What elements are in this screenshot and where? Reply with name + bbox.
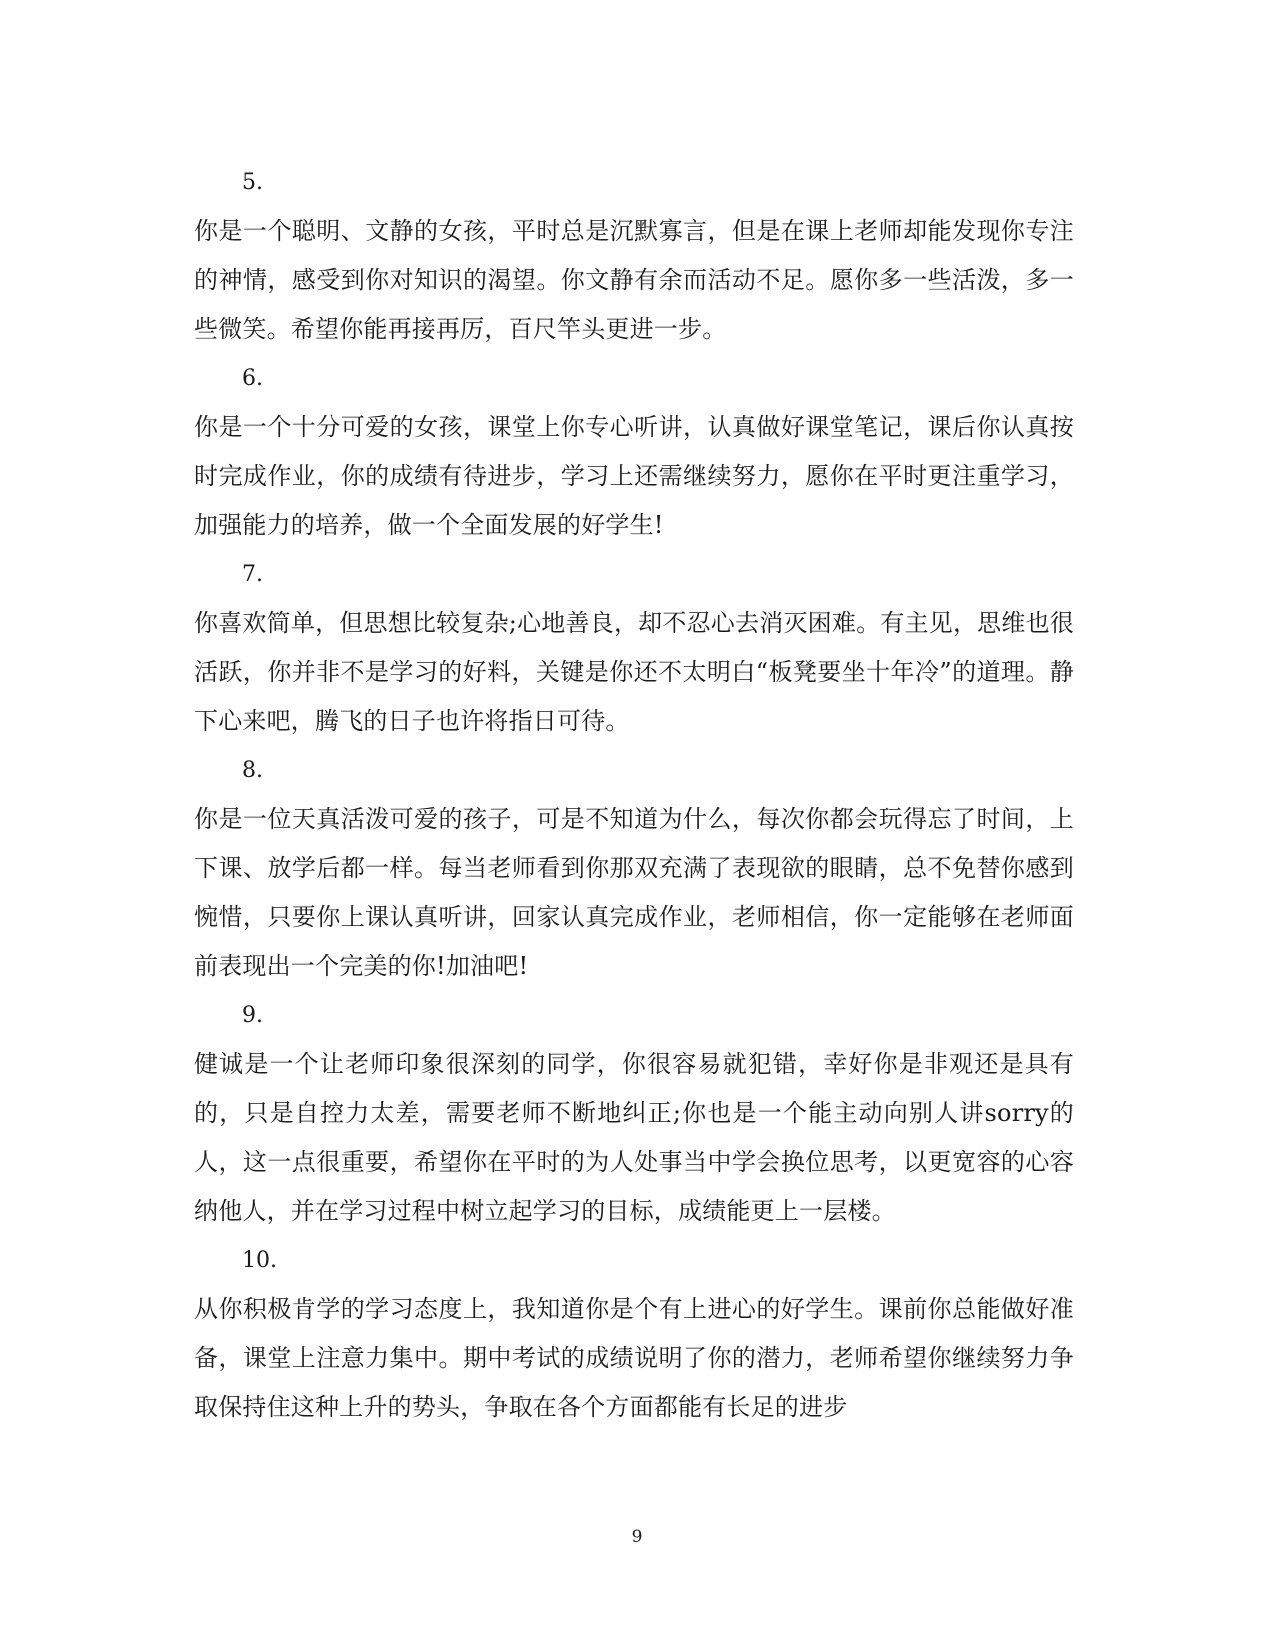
- item-number: 10.: [242, 1248, 277, 1273]
- item-text: 你是一个聪明、文静的女孩，平时总是沉默寡言，但是在课上老师却能发现你专注的神情，感受到你对知识的渴望。你文静有余而活动不足。愿你多一些活泼，多一些微笑。希望你能再接再厉，百尺竿头更进一步。: [194, 217, 1074, 343]
- item-number: 6.: [242, 366, 263, 391]
- item-number: 8.: [242, 758, 263, 783]
- item-text: 你是一位天真活泼可爱的孩子，可是不知道为什么，每次你都会玩得忘了时间，上下课、放学后都一样。每当老师看到你那双充满了表现欲的眼睛，总不免替你感到惋惜，只要你上课认真听讲，回家认真完成作业，老师相信，你一定能够在老师面前表现出一个完美的你!加油吧!: [194, 805, 1074, 980]
- item-text: 你喜欢简单，但思想比较复杂;心地善良，却不忍心去消灭困难。有主见，思维也很活跃，你并非不是学习的好料，关键是你还不太明白“板凳要坐十年冷”的道理。静下心来吧，腾飞的日子也许将指日可待。: [194, 609, 1074, 735]
- comments-list: [194, 158, 1074, 1432]
- item-text: 从你积极肯学的学习态度上，我知道你是个有上进心的好学生。课前你总能做好准备，课堂上注意力集中。期中考试的成绩说明了你的潜力，老师希望你继续努力争取保持住这种上升的势头，争取在各个方面都能有长足的进步: [194, 1295, 1074, 1421]
- item-text: 健诚是一个让老师印象很深刻的同学，你很容易就犯错，幸好你是非观还是具有的，只是自控力太差，需要老师不断地纠正;你也是一个能主动向别人讲sorry的人，这一点很重要，希望你在平时的为人处事当中学会换位思考，以更宽容的心容纳他人，并在学习过程中树立起学习的目标，成绩能更上一层楼。: [194, 1050, 1074, 1225]
- item-text: 你是一个十分可爱的女孩，课堂上你专心听讲，认真做好课堂笔记，课后你认真按时完成作业，你的成绩有待进步，学习上还需继续努力，愿你在平时更注重学习，加强能力的培养，做一个全面发展的好学生!: [194, 413, 1074, 539]
- page-number: 9: [631, 1527, 643, 1547]
- item-number: 5.: [242, 170, 263, 195]
- item-number: 9.: [242, 1003, 263, 1028]
- item-number: 7.: [242, 562, 263, 587]
